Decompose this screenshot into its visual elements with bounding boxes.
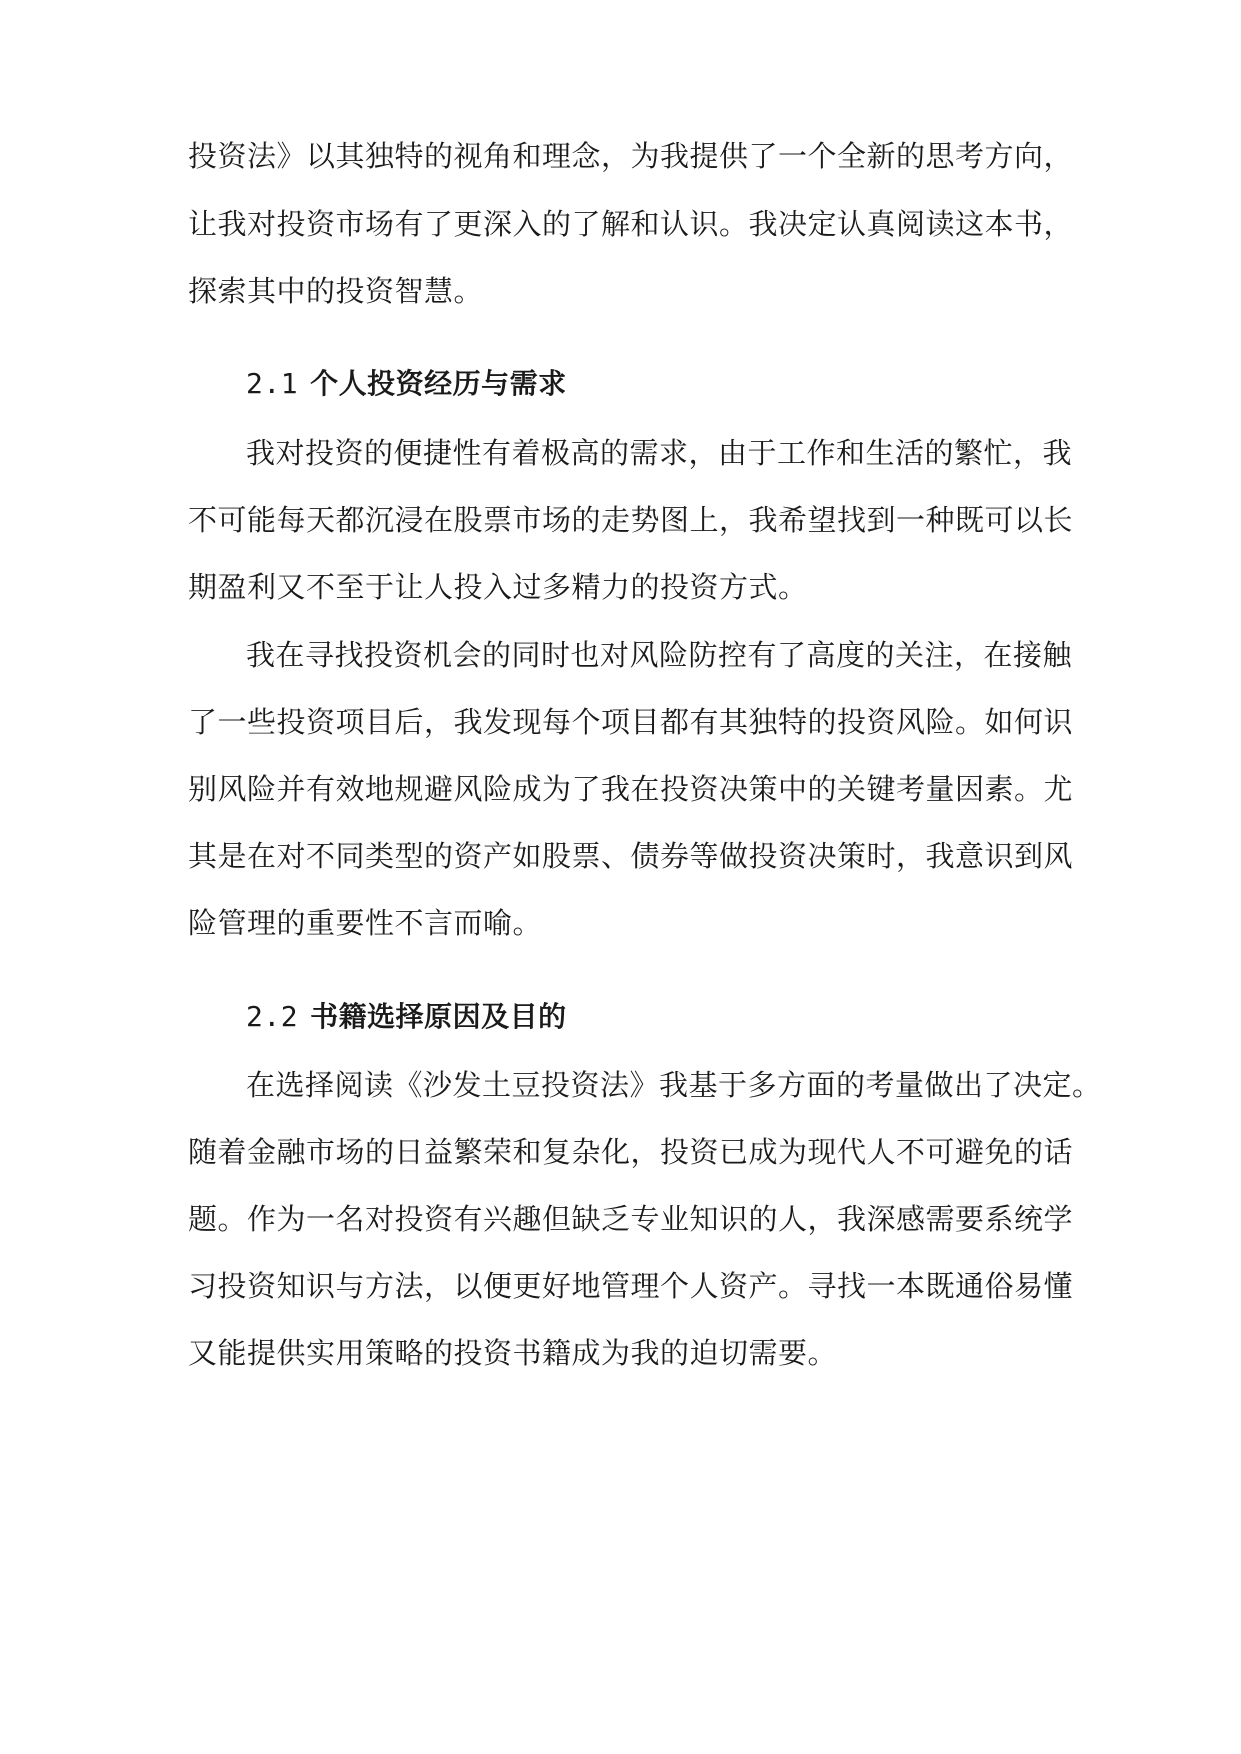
paragraph-2-line-2: 不可能每天都沉浸在股票市场的走势图上，我希望找到一种既可以长 — [188, 503, 1074, 537]
paragraph-3-line-4: 其是在对不同类型的资产如股票、债券等做投资决策时，我意识到风 — [188, 839, 1074, 873]
paragraph-2-line-1: 我对投资的便捷性有着极高的需求，由于工作和生活的繁忙，我 — [246, 436, 1073, 470]
paragraph-3-line-3: 别风险并有效地规避风险成为了我在投资决策中的关键考量因素。尤 — [188, 772, 1074, 806]
paragraph-4-line-5: 又能提供实用策略的投资书籍成为我的迫切需要。 — [188, 1336, 838, 1370]
section-heading-2-2 — [246, 999, 567, 1035]
paragraph-1-line-3: 探索其中的投资智慧。 — [188, 274, 484, 308]
paragraph-4-line-2: 随着金融市场的日益繁荣和复杂化，投资已成为现代人不可避免的话 — [188, 1135, 1074, 1169]
section-number: 2.1 — [246, 367, 299, 400]
paragraph-4-line-1: 在选择阅读《沙发土豆投资法》我基于多方面的考量做出了决定。 — [246, 1068, 1102, 1102]
section-title: 个人投资经历与需求 — [310, 367, 567, 400]
paragraph-4-line-4: 习投资知识与方法，以便更好地管理个人资产。寻找一本既通俗易懂 — [188, 1269, 1074, 1303]
paragraph-3-line-5: 险管理的重要性不言而喻。 — [188, 906, 543, 940]
paragraph-1-line-2: 让我对投资市场有了更深入的了解和认识。我决定认真阅读这本书， — [188, 207, 1074, 241]
paragraph-2-line-3: 期盈利又不至于让人投入过多精力的投资方式。 — [188, 570, 808, 604]
paragraph-4-line-3: 题。作为一名对投资有兴趣但缺乏专业知识的人，我深感需要系统学 — [188, 1202, 1074, 1236]
paragraph-1-line-1: 投资法》以其独特的视角和理念，为我提供了一个全新的思考方向， — [188, 139, 1074, 173]
paragraph-3-line-2: 了一些投资项目后，我发现每个项目都有其独特的投资风险。如何识 — [188, 705, 1074, 739]
paragraph-3-line-1: 我在寻找投资机会的同时也对风险防控有了高度的关注，在接触 — [246, 638, 1073, 672]
section-title: 书籍选择原因及目的 — [310, 1000, 567, 1033]
section-number: 2.2 — [246, 1000, 299, 1033]
section-heading-2-1 — [246, 366, 567, 402]
